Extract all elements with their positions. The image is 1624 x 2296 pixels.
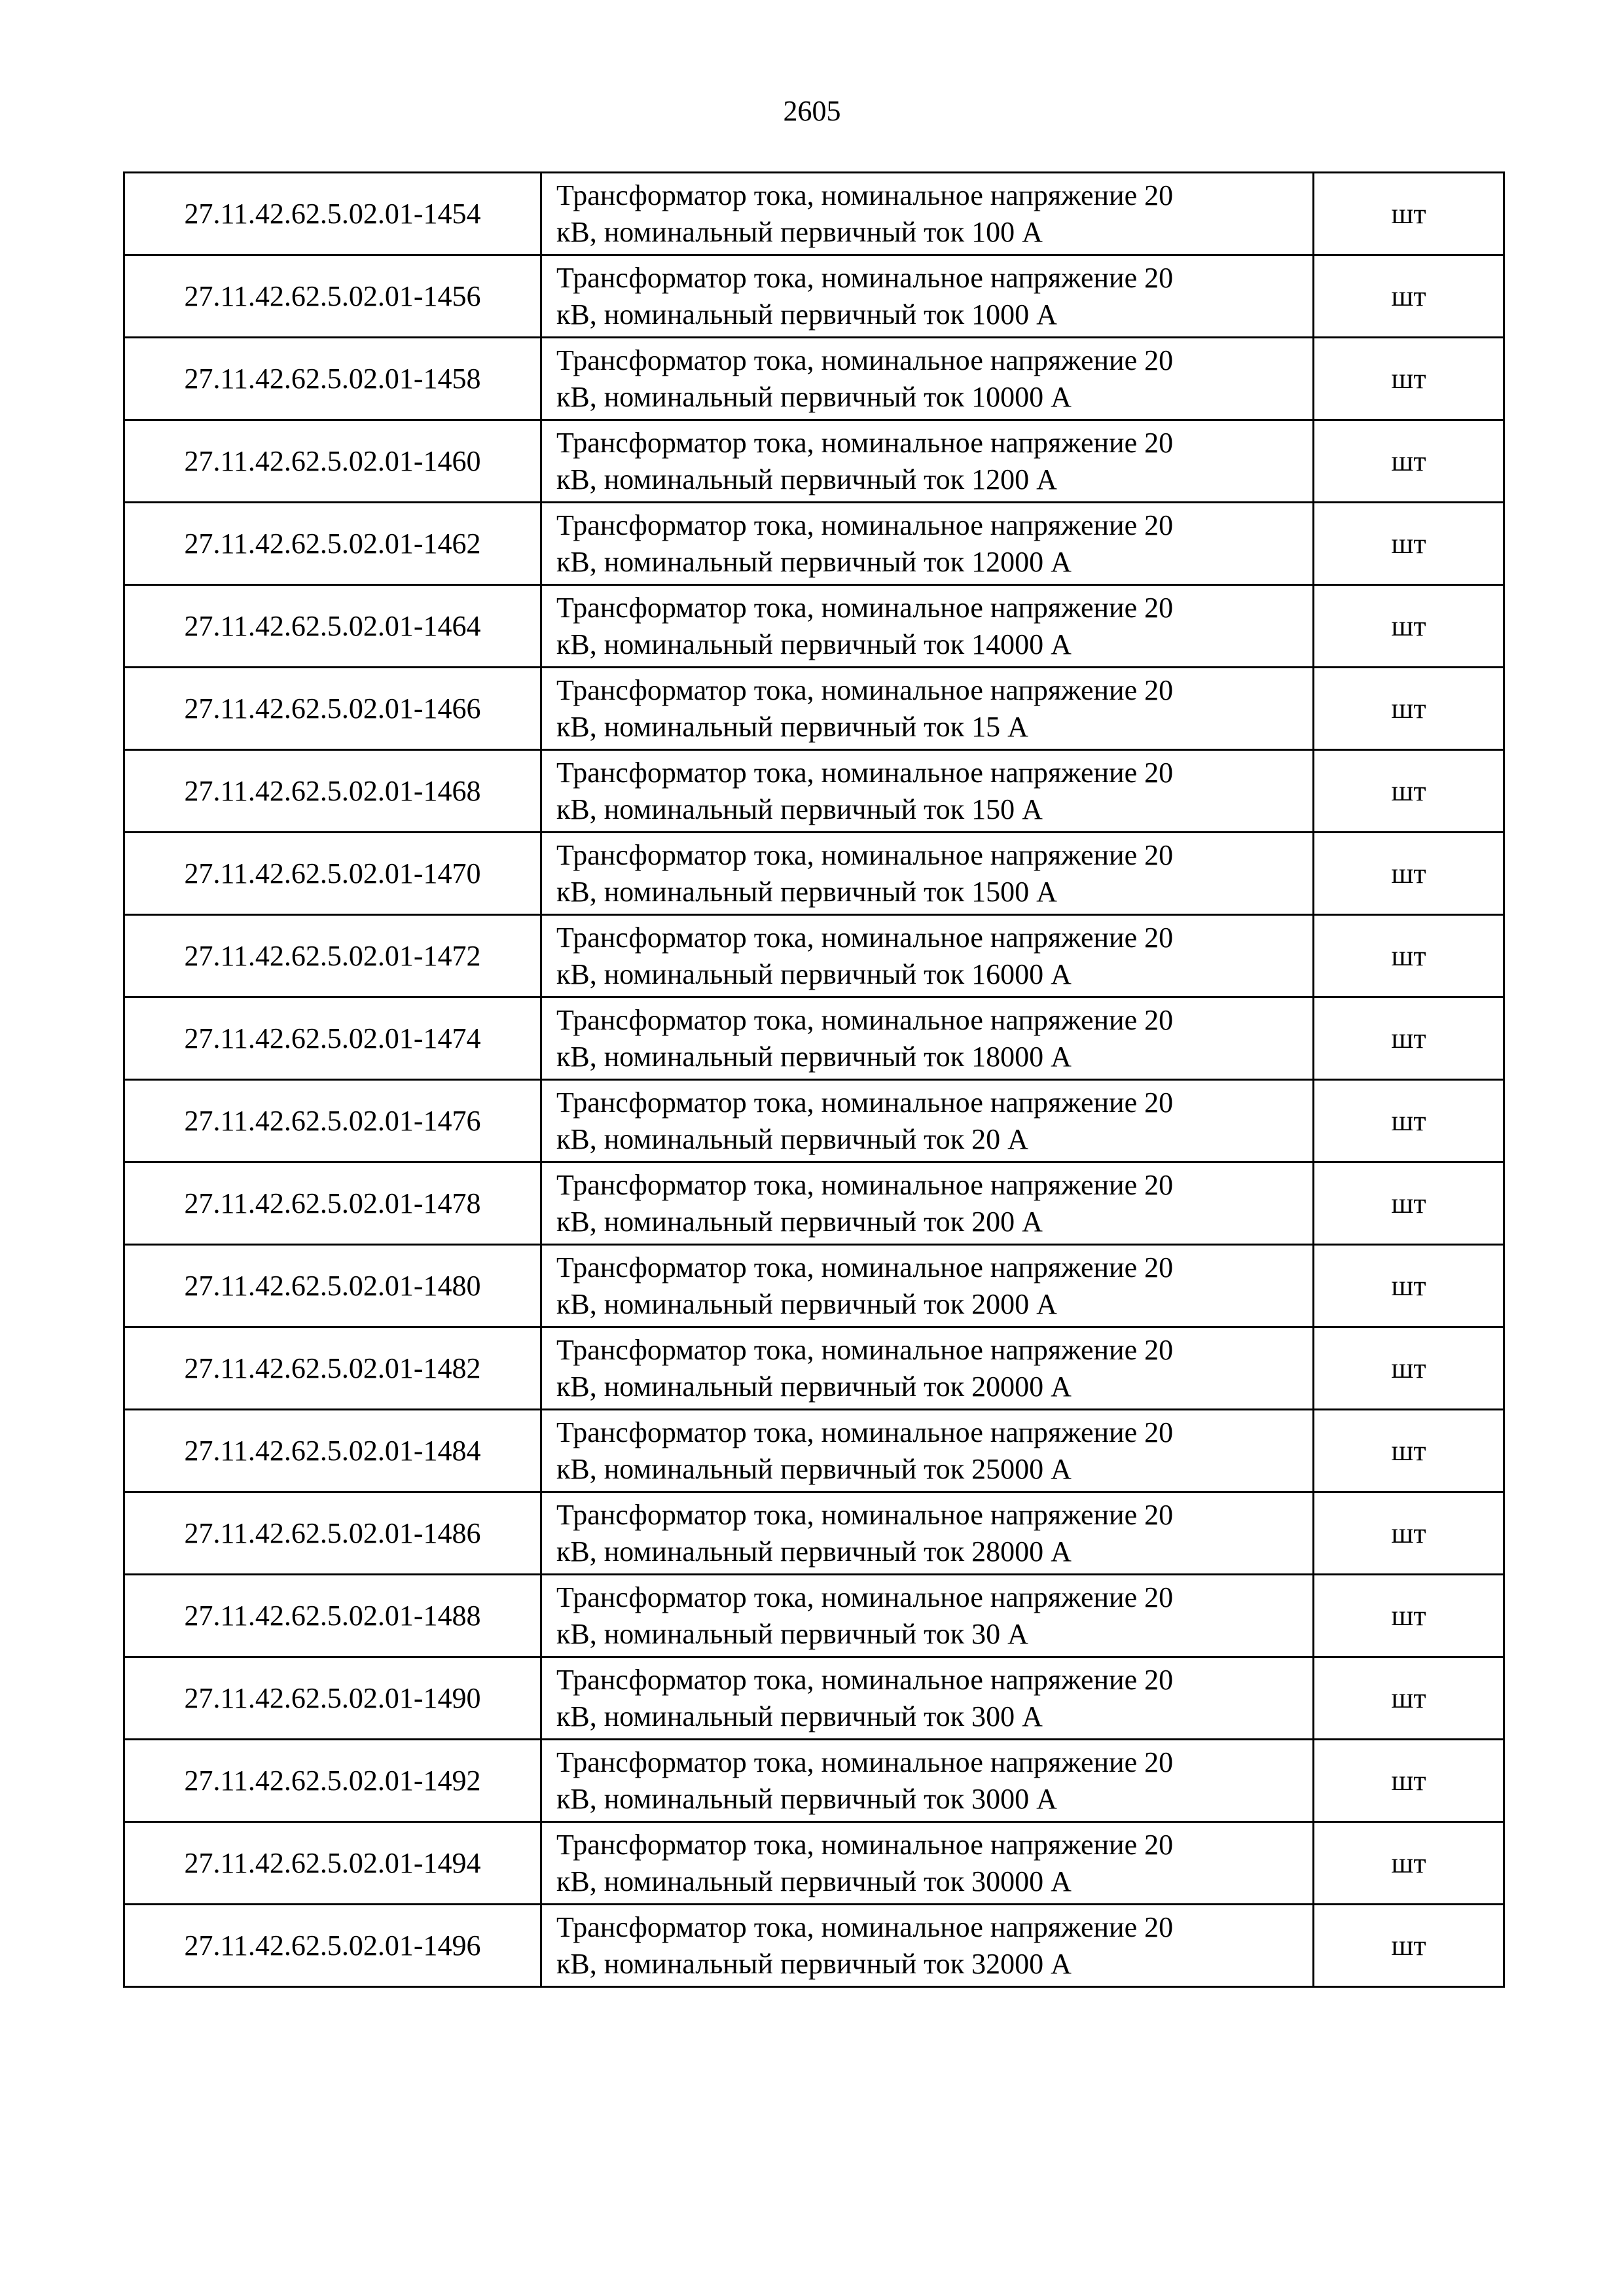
- description-line-1: Трансформатор тока, номинальное напряжение 20: [556, 261, 1174, 294]
- description-line-2: кВ, номинальный первичный ток 20000 А: [556, 1370, 1072, 1403]
- resource-description-cell: [541, 1740, 1314, 1822]
- description-line-2: кВ, номинальный первичный ток 16000 А: [556, 958, 1072, 990]
- table-row: [124, 173, 1504, 255]
- description-line-2: кВ, номинальный первичный ток 28000 А: [556, 1535, 1072, 1568]
- unit-cell: шт: [1314, 503, 1504, 585]
- unit-cell: шт: [1314, 338, 1504, 420]
- description-line-2: кВ, номинальный первичный ток 20 А: [556, 1122, 1028, 1155]
- unit-cell: шт: [1314, 668, 1504, 750]
- resource-code-cell: 27.11.42.62.5.02.01-1494: [124, 1822, 541, 1905]
- unit-cell: шт: [1314, 1410, 1504, 1492]
- resource-description-cell: [541, 668, 1314, 750]
- description-line-1: Трансформатор тока, номинальное напряжение 20: [556, 673, 1174, 706]
- table-row: [124, 1492, 1504, 1575]
- description-line-2: кВ, номинальный первичный ток 300 А: [556, 1700, 1043, 1732]
- unit-cell: шт: [1314, 1822, 1504, 1905]
- description-line-2: кВ, номинальный первичный ток 32000 А: [556, 1947, 1072, 1980]
- resource-code-cell: 27.11.42.62.5.02.01-1480: [124, 1245, 541, 1327]
- resource-code-cell: 27.11.42.62.5.02.01-1490: [124, 1657, 541, 1740]
- resource-code-cell: 27.11.42.62.5.02.01-1492: [124, 1740, 541, 1822]
- resource-table: [123, 171, 1505, 1988]
- resource-description-cell: [541, 750, 1314, 833]
- description-line-1: Трансформатор тока, номинальное напряжение 20: [556, 344, 1174, 376]
- table-row: [124, 750, 1504, 833]
- unit-cell: шт: [1314, 1327, 1504, 1410]
- description-line-1: Трансформатор тока, номинальное напряжение 20: [556, 1581, 1174, 1613]
- resource-description-cell: [541, 1162, 1314, 1245]
- unit-cell: шт: [1314, 1492, 1504, 1575]
- table-row: [124, 915, 1504, 997]
- description-line-2: кВ, номинальный первичный ток 1200 А: [556, 463, 1057, 495]
- resource-code-cell: 27.11.42.62.5.02.01-1482: [124, 1327, 541, 1410]
- resource-description-cell: [541, 997, 1314, 1080]
- description-line-1: Трансформатор тока, номинальное напряжение 20: [556, 1333, 1174, 1366]
- unit-cell: шт: [1314, 420, 1504, 503]
- description-line-1: Трансформатор тока, номинальное напряжение 20: [556, 1003, 1174, 1036]
- description-line-1: Трансформатор тока, номинальное напряжение 20: [556, 1168, 1174, 1201]
- unit-cell: шт: [1314, 1740, 1504, 1822]
- table-row: [124, 1080, 1504, 1162]
- description-line-2: кВ, номинальный первичный ток 2000 А: [556, 1287, 1057, 1320]
- table-row: [124, 1822, 1504, 1905]
- description-line-2: кВ, номинальный первичный ток 1000 А: [556, 298, 1057, 331]
- unit-cell: шт: [1314, 173, 1504, 255]
- unit-cell: шт: [1314, 1905, 1504, 1987]
- unit-cell: шт: [1314, 255, 1504, 338]
- description-line-1: Трансформатор тока, номинальное напряжение 20: [556, 1663, 1174, 1696]
- table-row: [124, 1410, 1504, 1492]
- resource-description-cell: [541, 1575, 1314, 1657]
- resource-description-cell: [541, 338, 1314, 420]
- resource-code-cell: 27.11.42.62.5.02.01-1464: [124, 585, 541, 668]
- description-line-1: Трансформатор тока, номинальное напряжение 20: [556, 838, 1174, 871]
- unit-cell: шт: [1314, 750, 1504, 833]
- unit-cell: шт: [1314, 915, 1504, 997]
- description-line-2: кВ, номинальный первичный ток 15 А: [556, 710, 1028, 743]
- table-row: [124, 1905, 1504, 1987]
- description-line-2: кВ, номинальный первичный ток 3000 А: [556, 1782, 1057, 1815]
- unit-cell: шт: [1314, 585, 1504, 668]
- resource-description-cell: [541, 1492, 1314, 1575]
- resource-description-cell: [541, 833, 1314, 915]
- unit-cell: шт: [1314, 833, 1504, 915]
- table-row: [124, 1327, 1504, 1410]
- resource-code-cell: 27.11.42.62.5.02.01-1470: [124, 833, 541, 915]
- table-row: [124, 585, 1504, 668]
- resource-code-cell: 27.11.42.62.5.02.01-1462: [124, 503, 541, 585]
- resource-description-cell: [541, 173, 1314, 255]
- description-line-1: Трансформатор тока, номинальное напряжение 20: [556, 756, 1174, 789]
- description-line-1: Трансформатор тока, номинальное напряжение 20: [556, 426, 1174, 459]
- resource-code-cell: 27.11.42.62.5.02.01-1496: [124, 1905, 541, 1987]
- table-row: [124, 1657, 1504, 1740]
- resource-description-cell: [541, 585, 1314, 668]
- unit-cell: шт: [1314, 1162, 1504, 1245]
- resource-code-cell: 27.11.42.62.5.02.01-1456: [124, 255, 541, 338]
- resource-code-cell: 27.11.42.62.5.02.01-1460: [124, 420, 541, 503]
- resource-code-cell: 27.11.42.62.5.02.01-1488: [124, 1575, 541, 1657]
- resource-code-cell: 27.11.42.62.5.02.01-1484: [124, 1410, 541, 1492]
- table-row: [124, 1575, 1504, 1657]
- description-line-2: кВ, номинальный первичный ток 100 А: [556, 215, 1043, 248]
- resource-description-cell: [541, 1905, 1314, 1987]
- table-row: [124, 255, 1504, 338]
- resource-description-cell: [541, 1410, 1314, 1492]
- resource-code-cell: 27.11.42.62.5.02.01-1476: [124, 1080, 541, 1162]
- resource-code-cell: 27.11.42.62.5.02.01-1454: [124, 173, 541, 255]
- unit-cell: шт: [1314, 1245, 1504, 1327]
- description-line-2: кВ, номинальный первичный ток 200 А: [556, 1205, 1043, 1238]
- description-line-2: кВ, номинальный первичный ток 30000 А: [556, 1865, 1072, 1897]
- resource-code-cell: 27.11.42.62.5.02.01-1478: [124, 1162, 541, 1245]
- description-line-2: кВ, номинальный первичный ток 10000 А: [556, 380, 1072, 413]
- description-line-1: Трансформатор тока, номинальное напряжение 20: [556, 1828, 1174, 1861]
- resource-description-cell: [541, 1822, 1314, 1905]
- unit-cell: шт: [1314, 1657, 1504, 1740]
- description-line-2: кВ, номинальный первичный ток 150 А: [556, 793, 1043, 825]
- unit-cell: шт: [1314, 1080, 1504, 1162]
- table-row: [124, 338, 1504, 420]
- resource-description-cell: [541, 915, 1314, 997]
- description-line-1: Трансформатор тока, номинальное напряжение 20: [556, 1910, 1174, 1943]
- unit-cell: шт: [1314, 1575, 1504, 1657]
- table-body: [124, 173, 1504, 1987]
- description-line-2: кВ, номинальный первичный ток 30 А: [556, 1617, 1028, 1650]
- resource-description-cell: [541, 255, 1314, 338]
- unit-cell: шт: [1314, 997, 1504, 1080]
- table-row: [124, 668, 1504, 750]
- resource-description-cell: [541, 1327, 1314, 1410]
- resource-description-cell: [541, 503, 1314, 585]
- description-line-1: Трансформатор тока, номинальное напряжение 20: [556, 1498, 1174, 1531]
- resource-code-cell: 27.11.42.62.5.02.01-1468: [124, 750, 541, 833]
- page-number: 2605: [783, 95, 841, 127]
- table-row: [124, 420, 1504, 503]
- table-row: [124, 503, 1504, 585]
- description-line-1: Трансформатор тока, номинальное напряжение 20: [556, 509, 1174, 541]
- resource-description-cell: [541, 1657, 1314, 1740]
- description-line-2: кВ, номинальный первичный ток 12000 А: [556, 545, 1072, 578]
- description-line-2: кВ, номинальный первичный ток 1500 А: [556, 875, 1057, 908]
- description-line-1: Трансформатор тока, номинальное напряжение 20: [556, 921, 1174, 954]
- table-row: [124, 1162, 1504, 1245]
- resource-code-cell: 27.11.42.62.5.02.01-1474: [124, 997, 541, 1080]
- description-line-1: Трансформатор тока, номинальное напряжение 20: [556, 1086, 1174, 1119]
- description-line-2: кВ, номинальный первичный ток 14000 А: [556, 628, 1072, 660]
- resource-code-cell: 27.11.42.62.5.02.01-1458: [124, 338, 541, 420]
- resource-code-cell: 27.11.42.62.5.02.01-1486: [124, 1492, 541, 1575]
- resource-description-cell: [541, 1080, 1314, 1162]
- table-row: [124, 1245, 1504, 1327]
- description-line-2: кВ, номинальный первичный ток 18000 А: [556, 1040, 1072, 1073]
- description-line-2: кВ, номинальный первичный ток 25000 А: [556, 1452, 1072, 1485]
- description-line-1: Трансформатор тока, номинальное напряжение 20: [556, 179, 1174, 211]
- table-row: [124, 833, 1504, 915]
- resource-description-cell: [541, 420, 1314, 503]
- description-line-1: Трансформатор тока, номинальное напряжение 20: [556, 591, 1174, 624]
- description-line-1: Трансформатор тока, номинальное напряжение 20: [556, 1746, 1174, 1778]
- table-row: [124, 1740, 1504, 1822]
- description-line-1: Трансформатор тока, номинальное напряжение 20: [556, 1251, 1174, 1283]
- table-row: [124, 997, 1504, 1080]
- resource-code-cell: 27.11.42.62.5.02.01-1472: [124, 915, 541, 997]
- description-line-1: Трансформатор тока, номинальное напряжение 20: [556, 1416, 1174, 1448]
- resource-description-cell: [541, 1245, 1314, 1327]
- resource-code-cell: 27.11.42.62.5.02.01-1466: [124, 668, 541, 750]
